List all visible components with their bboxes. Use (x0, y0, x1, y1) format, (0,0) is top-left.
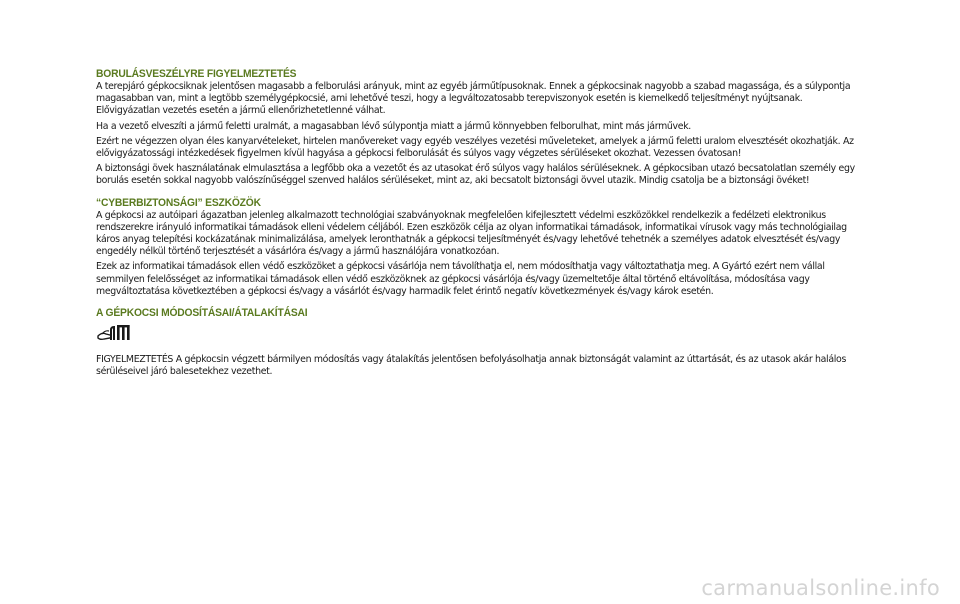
hand-wrench-icon (96, 322, 136, 344)
paragraph: A biztonsági övek használatának elmulasztása a legfőbb oka a vezetőt és az utasokat érő súlyos vagy halálos sérüléseknek. A gépkocsiban utazó becsatolatlan személy egy borulás esetén sokkal nagyobb valószínűséggel szenved halálos sérüléseket, mint az, aki becsatolt biztonsági övvel utazik. Mindig csatolja be a biztonsági övéket! (96, 163, 855, 187)
paragraph: Ha a vezető elveszíti a jármű feletti uralmát, a magasabban lévő súlypontja miatt a jármű könnyebben felborulhat, mint más járművek. (96, 120, 691, 132)
section-heading-modifications: A GÉPKOCSI MÓDOSÍTÁSAI/ÁTALAKÍTÁSAI (96, 307, 308, 320)
paragraph: Ezek az informatikai támadások ellen védő eszközöket a gépkocsi vásárlója nem távolíthatja el, nem módosíthatja vagy változtathatja meg. A Gyártó ezért nem vállal semmilyen felelősséget az informatikai támadások ellen védő eszközöknek az gépkocsi vásárlója és/vagy üzemeltetője által történő eltávolítása, módosítása vagy megváltoztatása következtében a gépkocsi és/vagy a vásárlót és/vagy harmadik felet érintő negatív következmények és/vagy károk esetén. (96, 261, 825, 297)
paragraph: A gépkocsi az autóipari ágazatban jelenleg alkalmazott technológiai szabványoknak megfelelően kifejlesztett védelmi eszközökkel rendelkezik a fedélzeti elektronikus rendszerekre irányuló informatikai támadások elleni védelem céljából. Ezen eszközök célja az olyan informatikai támadások, informatikai vírusok vagy más technológiailag káros anyag telepítési kockázatának minimalizálása, amelyek leronthatnák a gépkocsi teljesítményét és/vagy lehetővé tehetnék a személyes adatok elvesztését és/vagy engedély nélkül történő terjesztését a vásárlóra és/vagy a jármű használójára vonatkozóan. (96, 209, 847, 258)
manual-page (96, 68, 856, 381)
section-heading-rollover: BORULÁSVESZÉLYRE FIGYELMEZTETÉS (96, 68, 297, 80)
icon-row (96, 322, 856, 344)
section-heading-cybersecurity: “CYBERBIZTONSÁGI” ESZKÖZÖK (96, 196, 261, 209)
paragraph: A terepjáró gépkocsiknak jelentősen magasabb a felborulási arányuk, mint az egyéb járműtípusoknak. Ennek a gépkocsinak nagyobb a szabad magassága, és a súlypontja magasabban van, mint a legtöbb személygépkocsié, ami lehetővé teszi, hogy a legváltozatosabb terepviszonyok esetén is kiemelkedő teljesítményt nyújtsanak. Elővigyázatlan vezetés esetén a jármű ellenőrizhetetlenné válhat. (96, 81, 851, 117)
paragraph: Ezért ne végezzen olyan éles kanyarvételeket, hirtelen manővereket vagy egyéb veszélyes vezetési műveleteket, amelyek a jármű feletti uralom elvesztését okozhatják. Az elővigyázatossági intézkedések figyelmen kívül hagyása a gépkocsi felborulását és súlyos vagy végzetes sérüléseket okozhat. Vezessen óvatosan! (96, 135, 854, 160)
watermark: carmanualsonline.info (701, 576, 940, 600)
paragraph: FIGYELMEZTETÉS A gépkocsin végzett bármilyen módosítás vagy átalakítás jelentősen befolyásolhatja annak biztonságát valamint az úttartását, és az utasok akár halálos sérüléseivel járó balesetekhez vezethet. (96, 354, 847, 378)
